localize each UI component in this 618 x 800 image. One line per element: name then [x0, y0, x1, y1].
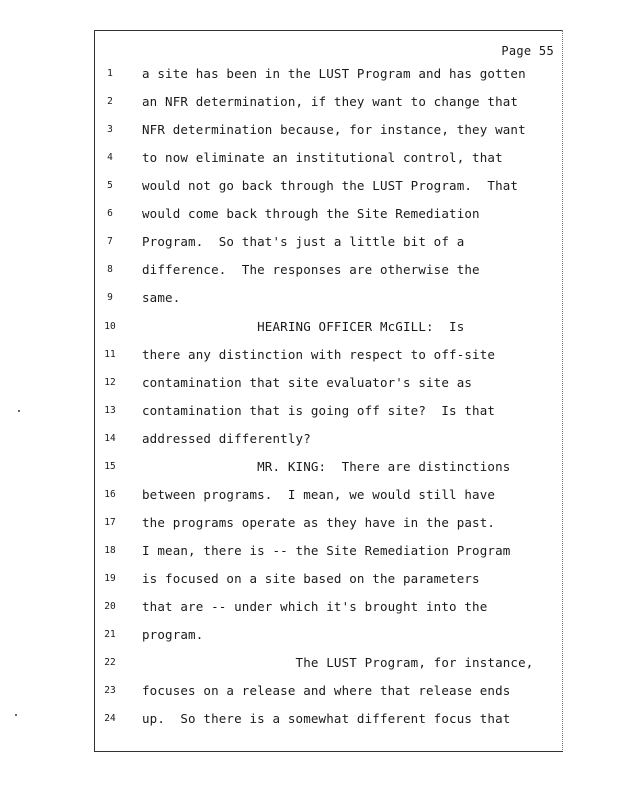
- line-number: 11: [104, 348, 116, 360]
- transcript-line: [0, 148, 600, 168]
- line-number: 13: [104, 404, 116, 416]
- line-text: HEARING OFFICER McGILL: Is: [142, 318, 465, 334]
- line-number: 5: [107, 180, 113, 192]
- line-text: up. So there is a somewhat different focus that: [142, 711, 511, 727]
- transcript-line: [0, 681, 600, 701]
- line-number: 10: [104, 320, 116, 332]
- transcript-line: [0, 64, 600, 84]
- line-text: addressed differently?: [142, 430, 311, 446]
- transcript-line: [0, 120, 600, 140]
- line-number: 3: [107, 124, 113, 136]
- transcript-line: [0, 204, 600, 224]
- line-text: an NFR determination, if they want to change that: [142, 94, 519, 109]
- line-number: 4: [107, 152, 113, 164]
- line-text: the programs operate as they have in the past.: [142, 514, 496, 530]
- line-text: The LUST Program, for instance,: [142, 655, 534, 671]
- transcript-line: [0, 457, 600, 477]
- line-number: 7: [107, 236, 113, 248]
- line-number: 18: [104, 544, 116, 556]
- line-number: 12: [104, 376, 116, 388]
- line-number: 14: [104, 432, 116, 444]
- line-text: difference. The responses are otherwise the: [142, 262, 480, 278]
- transcript-line: [0, 485, 600, 505]
- transcript-line: [0, 653, 600, 673]
- line-text: NFR determination because, for instance, they want: [142, 122, 526, 138]
- line-text: program.: [142, 627, 204, 642]
- line-number: 21: [104, 629, 116, 640]
- transcript-line: [0, 569, 600, 589]
- line-number: 23: [104, 685, 116, 697]
- line-text: MR. KING: There are distinctions: [142, 458, 511, 474]
- line-number: 8: [107, 264, 113, 276]
- page-number: Page 55: [501, 44, 554, 58]
- transcript-line: [0, 429, 600, 449]
- transcript-line: [0, 541, 600, 561]
- line-number: 22: [104, 657, 116, 669]
- transcript-line: [0, 232, 600, 252]
- line-number: 24: [104, 713, 116, 725]
- line-number: 6: [107, 208, 113, 220]
- line-number: 17: [104, 516, 116, 528]
- scan-speck: [18, 410, 20, 412]
- line-text: would come back through the Site Remediation: [142, 206, 480, 222]
- line-text: same.: [142, 290, 181, 306]
- transcript-line: [0, 709, 600, 729]
- line-text: focuses on a release and where that release ends: [142, 683, 511, 699]
- line-number: 16: [104, 488, 116, 500]
- transcript-line: [0, 513, 600, 533]
- line-number: 20: [104, 601, 116, 612]
- line-number: 9: [107, 292, 113, 304]
- line-text: contamination that is going off site? Is that: [142, 402, 496, 418]
- transcript-line: [0, 92, 600, 112]
- line-text: a site has been in the LUST Program and has gotten: [142, 66, 526, 81]
- line-text: contamination that site evaluator's site as: [142, 374, 473, 390]
- line-text: Program. So that's just a little bit of a: [142, 234, 465, 250]
- transcript-line: [0, 260, 600, 280]
- transcript-line: [0, 345, 600, 365]
- transcript-line: [0, 288, 600, 308]
- line-text: that are -- under which it's brought into the: [142, 599, 488, 614]
- line-text: would not go back through the LUST Program. That: [142, 178, 519, 194]
- line-text: to now eliminate an institutional control, that: [142, 150, 503, 166]
- scan-speck: [15, 714, 17, 716]
- line-text: I mean, there is -- the Site Remediation Program: [142, 542, 511, 558]
- transcript-line: [0, 625, 600, 645]
- line-text: there any distinction with respect to off-site: [142, 346, 496, 362]
- line-number: 15: [104, 460, 116, 472]
- line-number: 1: [107, 68, 113, 79]
- transcript-line: [0, 317, 600, 337]
- transcript-line: [0, 176, 600, 196]
- line-number: 2: [107, 96, 113, 107]
- line-text: between programs. I mean, we would still have: [142, 486, 496, 502]
- transcript-line: [0, 401, 600, 421]
- line-number: 19: [104, 572, 116, 584]
- transcript-line: [0, 597, 600, 617]
- transcript-line: [0, 373, 600, 393]
- line-text: is focused on a site based on the parameters: [142, 570, 480, 586]
